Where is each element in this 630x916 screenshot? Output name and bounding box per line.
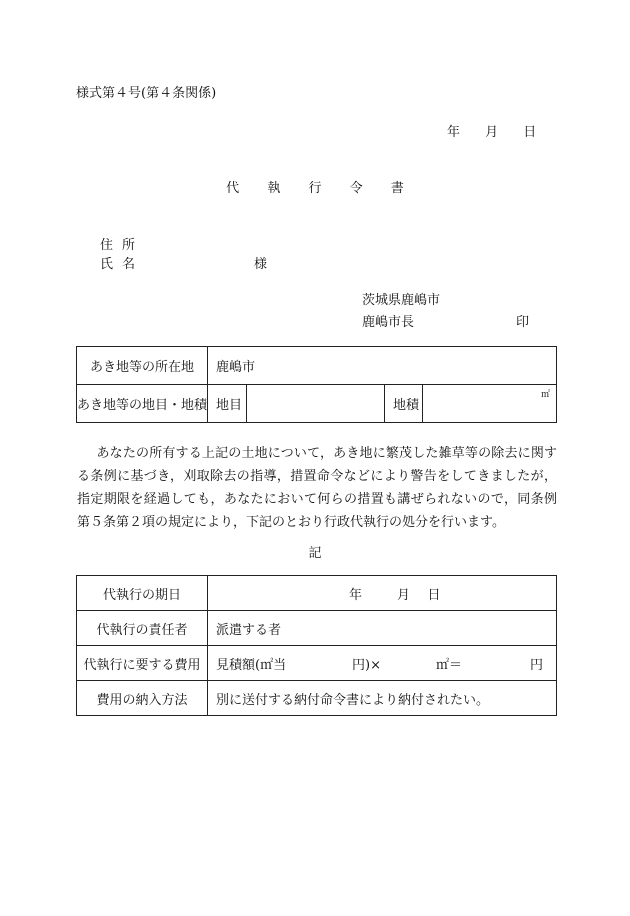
name-label-char: 名 bbox=[122, 257, 136, 272]
address-label bbox=[100, 234, 144, 253]
execution-table bbox=[76, 575, 557, 716]
date-year: 年 bbox=[447, 125, 461, 140]
address-label-char: 所 bbox=[122, 238, 136, 253]
date-month: 月 bbox=[485, 125, 499, 140]
title-char: 行 bbox=[308, 181, 322, 196]
title-char: 執 bbox=[267, 181, 281, 196]
form-number: 様式第４号(第４条関係) bbox=[76, 86, 217, 101]
period-label: 代執行の期日 bbox=[77, 576, 208, 611]
issue-date bbox=[447, 121, 536, 140]
responsible-label: 代執行の責任者 bbox=[77, 611, 208, 646]
cost-value[interactable] bbox=[208, 646, 557, 681]
name-label bbox=[100, 253, 144, 272]
title-char: 代 bbox=[226, 181, 240, 196]
location-label: あき地等の所在地 bbox=[77, 347, 208, 385]
honorific: 様 bbox=[254, 257, 268, 272]
period-value[interactable] bbox=[208, 576, 557, 611]
category-area-label: あき地等の地目・地積 bbox=[77, 385, 208, 423]
category-label: 地目 bbox=[208, 385, 247, 423]
table-row bbox=[77, 576, 557, 611]
date-day: 日 bbox=[523, 125, 537, 140]
responsible-value: 派遣する者 bbox=[208, 611, 557, 646]
period-month: 月 bbox=[396, 587, 410, 603]
name-label-char: 氏 bbox=[100, 257, 114, 272]
table-row bbox=[77, 681, 557, 716]
area-value[interactable] bbox=[423, 385, 557, 423]
cost-estimate: 見積額(㎡当 bbox=[216, 657, 287, 673]
body-paragraph: あなたの所有する上記の土地について，あき地に繁茂した雑草等の除去に関する条例に基づき，刈取除去の指導，措置命令などにより警告をしてきましたが，指定期限を経過しても，あなたにおいて何らの措置も講ぜられないので，同条例第５条第２項の規定により，下記のとおり行政代執行の処分を行います。 bbox=[77, 446, 557, 530]
location-value: 鹿嶋市 bbox=[208, 347, 557, 385]
issuer-mayor: 鹿嶋市長 bbox=[362, 315, 415, 330]
payment-value: 別に送付する納付命令書により納付されたい。 bbox=[208, 681, 557, 716]
area-unit: ㎡ bbox=[540, 390, 550, 400]
cost-yen: 円 bbox=[530, 657, 544, 673]
document-title bbox=[0, 177, 630, 196]
cost-sqm-eq: ㎡＝ bbox=[436, 657, 463, 673]
title-char: 令 bbox=[349, 181, 363, 196]
issuer-city: 茨城県鹿嶋市 bbox=[362, 293, 441, 308]
land-table bbox=[76, 346, 557, 423]
period-day: 日 bbox=[427, 587, 441, 603]
cost-yen-times: 円)× bbox=[352, 657, 381, 673]
ki-heading: 記 bbox=[308, 546, 322, 561]
period-year: 年 bbox=[348, 587, 362, 603]
address-label-char: 住 bbox=[100, 238, 114, 253]
payment-label: 費用の納入方法 bbox=[77, 681, 208, 716]
table-row bbox=[77, 646, 557, 681]
cost-label: 代執行に要する費用 bbox=[77, 646, 208, 681]
title-char: 書 bbox=[390, 181, 404, 196]
table-row bbox=[77, 347, 557, 385]
table-row bbox=[77, 611, 557, 646]
category-value[interactable] bbox=[247, 385, 385, 423]
table-row bbox=[77, 385, 557, 423]
seal-mark: 印 bbox=[516, 315, 530, 330]
area-label: 地積 bbox=[385, 385, 423, 423]
